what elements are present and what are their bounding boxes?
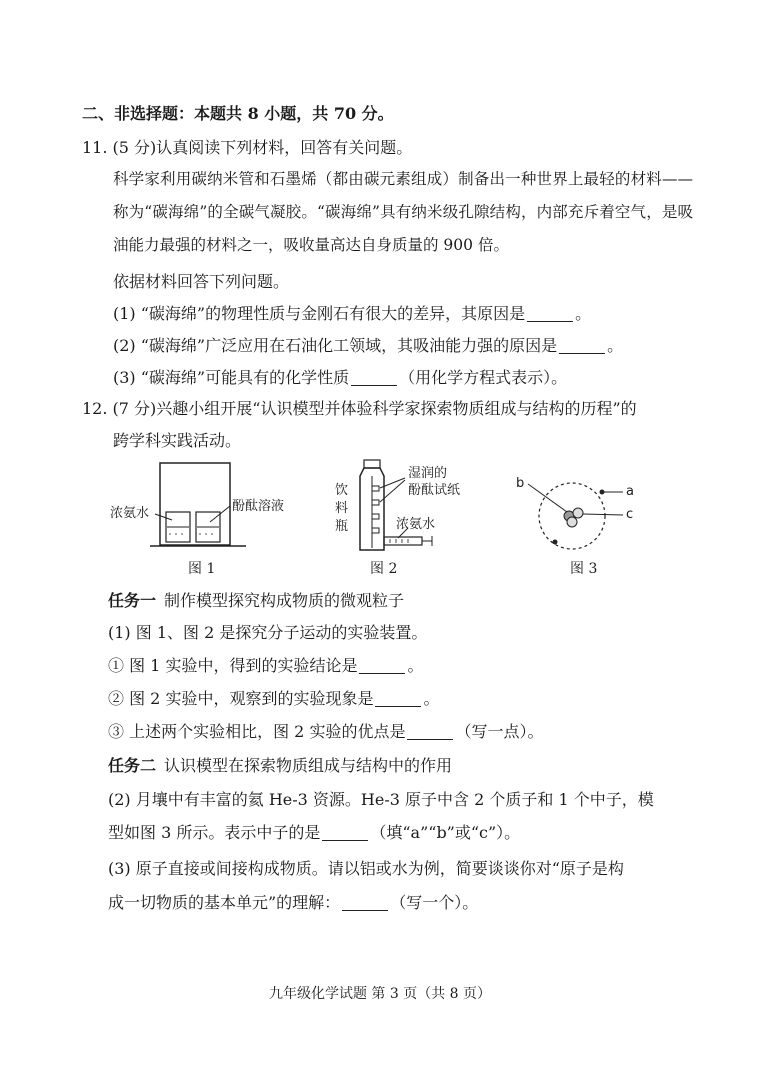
t1-sub1: (1) 图 1、图 2 是探究分子运动的实验装置。 <box>108 623 428 642</box>
fig1-label-ammonia: 浓氨水 <box>110 506 150 521</box>
fig3-label-a: a <box>626 484 634 499</box>
fig3-caption: 图 3 <box>570 561 598 577</box>
answer-blank[interactable] <box>342 894 388 911</box>
q11-instruction: 依据材料回答下列问题。 <box>113 272 290 291</box>
t2-sub3-line2 <box>108 892 478 914</box>
fig2-label-ammonia: 浓氨水 <box>396 517 436 532</box>
fig2-label-bottle <box>335 482 349 536</box>
q11-sub1-text: (1) “碳海绵”的物理性质与金刚石有很大的差异，其原因是 <box>113 304 526 323</box>
t2-sub3-line1: (3) 原子直接或间接构成物质。请以铝或水为例，简要谈谈你对“原子是构 <box>108 859 624 878</box>
t2-sub2-line1: (2) 月壤中有丰富的氦 He-3 资源。He-3 原子中含 2 个质子和 1 个中子，模 <box>108 790 654 809</box>
task2-text: 认识模型在探索物质组成与结构中的作用 <box>164 756 453 775</box>
task2-heading <box>108 755 452 777</box>
period: 。 <box>575 304 592 323</box>
fig1-caption: 图 1 <box>188 561 216 577</box>
task1-text: 制作模型探究构成物质的微观粒子 <box>164 591 405 610</box>
q12-stem-line2: 跨学科实践活动。 <box>113 431 242 450</box>
q11-sub2-text: (2) “碳海绵”广泛应用在石油化工领域，其吸油能力强的原因是 <box>113 336 558 355</box>
task2-title: 任务二 <box>108 756 157 775</box>
answer-blank[interactable] <box>322 824 368 841</box>
period: 。 <box>423 689 440 708</box>
fig2-label-paper-1: 湿润的 <box>408 466 448 481</box>
fig2-caption: 图 2 <box>370 561 398 577</box>
q11-sub3 <box>113 367 567 389</box>
period: 。 <box>607 336 624 355</box>
t2-sub2-suffix: （填“a”“b”或“c”）。 <box>370 823 521 842</box>
page-footer: 九年级化学试题 第 3 页（共 8 页） <box>268 986 492 1002</box>
q11-sub3-suffix: （用化学方程式表示）。 <box>399 368 568 387</box>
fig2-bottle-char: 瓶 <box>335 519 349 534</box>
q11-material: 科学家利用碳纳米管和石墨烯（都由碳元素组成）制备出一种世界上最轻的材料——称为“碳海绵”的全碳气凝胶。“碳海绵”具有纳米级孔隙结构，内部充斥着空气，是吸油能力最强的材料之一，吸收量高达自身质量的 900 倍。 <box>113 170 693 254</box>
answer-blank[interactable] <box>407 723 453 740</box>
fig2-bottle-char: 饮 <box>335 483 349 498</box>
section-heading: 二、非选择题：本题共 8 小题，共 70 分。 <box>82 104 394 123</box>
q11-sub2 <box>113 335 623 357</box>
t2-sub2-line2 <box>108 822 520 844</box>
fig3-label-b: b <box>516 476 525 491</box>
answer-blank[interactable] <box>359 657 405 674</box>
q11-sub1 <box>113 303 591 325</box>
answer-blank[interactable] <box>527 305 573 322</box>
t2-sub3-suffix: （写一个）。 <box>390 893 479 912</box>
t2-sub2-text: 型如图 3 所示。表示中子的是 <box>108 823 321 842</box>
t1-choice3-text: ③ 上述两个实验相比，图 2 实验的优点是 <box>108 722 406 741</box>
answer-blank[interactable] <box>375 690 421 707</box>
t1-choice2 <box>108 688 439 710</box>
period: 。 <box>407 656 424 675</box>
task1-heading <box>108 590 404 612</box>
q11-sub3-text: (3) “碳海绵”可能具有的化学性质 <box>113 368 350 387</box>
t2-sub3-text: 成一切物质的基本单元”的理解： <box>108 893 341 912</box>
answer-blank[interactable] <box>559 337 605 354</box>
t1-choice1 <box>108 655 423 677</box>
q11-stem: 11. (5 分)认真阅读下列材料，回答有关问题。 <box>82 138 413 157</box>
fig2-label-paper-2: 酚酞试纸 <box>408 483 461 498</box>
t1-choice1-text: ① 图 1 实验中，得到的实验结论是 <box>108 656 358 675</box>
fig2-bottle-char: 料 <box>335 501 349 516</box>
t1-choice3 <box>108 721 543 743</box>
answer-blank[interactable] <box>351 369 397 386</box>
t1-choice2-text: ② 图 2 实验中，观察到的实验现象是 <box>108 689 374 708</box>
fig1-label-phenolphthalein: 酚酞溶液 <box>232 499 285 514</box>
task1-title: 任务一 <box>108 591 157 610</box>
fig3-label-c: c <box>626 507 634 522</box>
q12-stem-line1: 12. (7 分)兴趣小组开展“认识模型并体验科学家探索物质组成与结构的历程”的 <box>82 399 637 418</box>
t1-choice3-suffix: （写一点）。 <box>455 722 544 741</box>
